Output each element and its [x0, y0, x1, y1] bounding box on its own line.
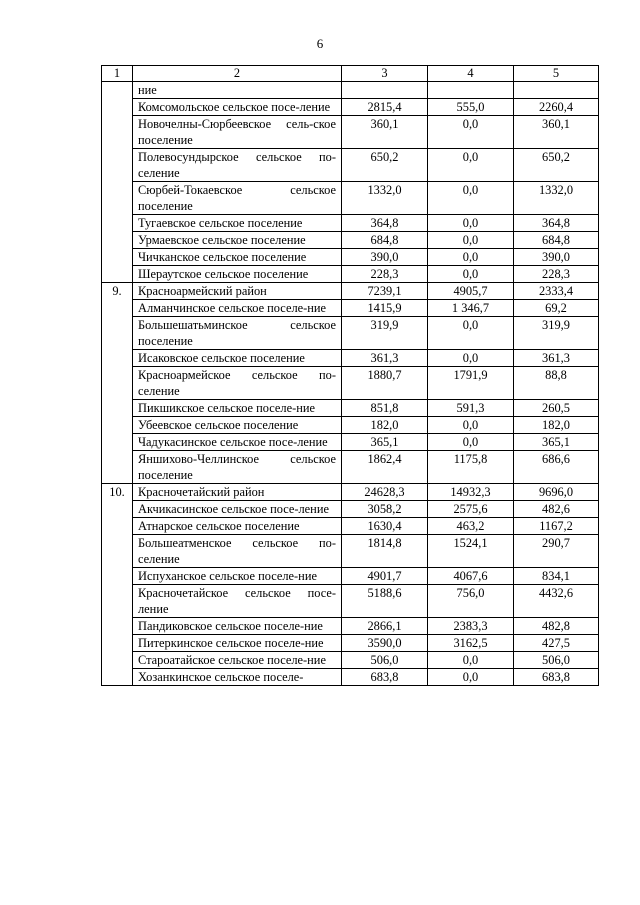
- settlement-name: Пикшикское сельское поселе-ние: [133, 400, 342, 417]
- value-col4: 1791,9: [428, 367, 514, 400]
- row-number: [102, 99, 133, 116]
- row-number: [102, 367, 133, 400]
- table-row: [102, 535, 599, 568]
- value-col5: 482,8: [514, 618, 599, 635]
- value-col3: 1332,0: [342, 182, 428, 215]
- row-number: [102, 215, 133, 232]
- row-number: [102, 266, 133, 283]
- value-col3: 5188,6: [342, 585, 428, 618]
- value-col5: 88,8: [514, 367, 599, 400]
- settlement-name: Алманчинское сельское поселе-ние: [133, 300, 342, 317]
- column-header: 2: [133, 66, 342, 82]
- value-col3: 361,3: [342, 350, 428, 367]
- value-col4: 4905,7: [428, 283, 514, 300]
- value-col4: 0,0: [428, 317, 514, 350]
- value-col4: 0,0: [428, 215, 514, 232]
- table-row: [102, 149, 599, 182]
- table-row: [102, 434, 599, 451]
- value-col3: 683,8: [342, 669, 428, 686]
- value-col3: 650,2: [342, 149, 428, 182]
- value-col5: [514, 82, 599, 99]
- row-number: 9.: [102, 283, 133, 300]
- value-col5: 319,9: [514, 317, 599, 350]
- settlement-name: Красночетайское сельское посе-ление: [133, 585, 342, 618]
- row-number: [102, 350, 133, 367]
- table-row: [102, 182, 599, 215]
- value-col5: 2333,4: [514, 283, 599, 300]
- table-body: [102, 66, 599, 686]
- value-col5: 365,1: [514, 434, 599, 451]
- value-col5: 360,1: [514, 116, 599, 149]
- settlement-name: Испуханское сельское поселе-ние: [133, 568, 342, 585]
- value-col4: 0,0: [428, 434, 514, 451]
- column-header: 4: [428, 66, 514, 82]
- settlement-name: Красноармейский район: [133, 283, 342, 300]
- row-number: [102, 182, 133, 215]
- value-col3: 365,1: [342, 434, 428, 451]
- value-col4: 0,0: [428, 350, 514, 367]
- value-col5: 69,2: [514, 300, 599, 317]
- value-col4: 3162,5: [428, 635, 514, 652]
- settlement-name: Пандиковское сельское поселе-ние: [133, 618, 342, 635]
- settlement-name: Урмаевское сельское поселение: [133, 232, 342, 249]
- value-col5: 260,5: [514, 400, 599, 417]
- value-col4: 0,0: [428, 116, 514, 149]
- settlement-name: ние: [133, 82, 342, 99]
- settlement-name: Комсомольское сельское посе-ление: [133, 99, 342, 116]
- value-col5: 2260,4: [514, 99, 599, 116]
- value-col5: 683,8: [514, 669, 599, 686]
- row-number: [102, 300, 133, 317]
- value-col4: 0,0: [428, 266, 514, 283]
- value-col3: 319,9: [342, 317, 428, 350]
- settlement-name: Чичканское сельское поселение: [133, 249, 342, 266]
- settlement-name: Исаковское сельское поселение: [133, 350, 342, 367]
- settlement-name: Красноармейское сельское по-селение: [133, 367, 342, 400]
- table-row: [102, 367, 599, 400]
- value-col5: 364,8: [514, 215, 599, 232]
- row-number: [102, 417, 133, 434]
- value-col3: 228,3: [342, 266, 428, 283]
- row-number: [102, 585, 133, 618]
- value-col3: 684,8: [342, 232, 428, 249]
- row-number: [102, 535, 133, 568]
- settlement-name: Чадукасинское сельское посе-ление: [133, 434, 342, 451]
- value-col4: 463,2: [428, 518, 514, 535]
- row-number: [102, 149, 133, 182]
- row-number: [102, 451, 133, 484]
- value-col5: 427,5: [514, 635, 599, 652]
- value-col3: 1814,8: [342, 535, 428, 568]
- row-number: [102, 116, 133, 149]
- value-col3: 1862,4: [342, 451, 428, 484]
- row-number: [102, 501, 133, 518]
- table-row: [102, 585, 599, 618]
- value-col4: 1 346,7: [428, 300, 514, 317]
- column-header: 3: [342, 66, 428, 82]
- table-row: [102, 451, 599, 484]
- value-col3: 3590,0: [342, 635, 428, 652]
- row-number: [102, 518, 133, 535]
- settlement-name: Шераутское сельское поселение: [133, 266, 342, 283]
- table-row: [102, 283, 599, 300]
- row-number: 10.: [102, 484, 133, 501]
- value-col5: 228,3: [514, 266, 599, 283]
- row-number: [102, 669, 133, 686]
- table-row: [102, 249, 599, 266]
- table-row: [102, 669, 599, 686]
- value-col3: 1880,7: [342, 367, 428, 400]
- table-row: [102, 232, 599, 249]
- value-col5: 686,6: [514, 451, 599, 484]
- row-number: [102, 635, 133, 652]
- table-row: [102, 116, 599, 149]
- value-col5: 4432,6: [514, 585, 599, 618]
- value-col5: 834,1: [514, 568, 599, 585]
- row-number: [102, 568, 133, 585]
- value-col3: 2866,1: [342, 618, 428, 635]
- table-row: [102, 417, 599, 434]
- table-row: [102, 300, 599, 317]
- value-col5: 361,3: [514, 350, 599, 367]
- value-col4: 0,0: [428, 232, 514, 249]
- table-row: [102, 484, 599, 501]
- settlement-name: Тугаевское сельское поселение: [133, 215, 342, 232]
- column-header: 5: [514, 66, 599, 82]
- table-row: [102, 618, 599, 635]
- row-number: [102, 618, 133, 635]
- value-col5: 390,0: [514, 249, 599, 266]
- table-row: [102, 99, 599, 116]
- value-col3: 1415,9: [342, 300, 428, 317]
- value-col4: 555,0: [428, 99, 514, 116]
- table-row: [102, 82, 599, 99]
- table-row: [102, 501, 599, 518]
- value-col4: 0,0: [428, 249, 514, 266]
- value-col3: 2815,4: [342, 99, 428, 116]
- table-row: [102, 215, 599, 232]
- settlement-name: Большешатьминское сельское поселение: [133, 317, 342, 350]
- row-number: [102, 232, 133, 249]
- settlement-name: Красночетайский район: [133, 484, 342, 501]
- settlement-name: Полевосундырское сельское по-селение: [133, 149, 342, 182]
- table-row: [102, 635, 599, 652]
- value-col3: 182,0: [342, 417, 428, 434]
- value-col5: 290,7: [514, 535, 599, 568]
- value-col5: 506,0: [514, 652, 599, 669]
- row-number: [102, 249, 133, 266]
- row-number: [102, 400, 133, 417]
- value-col4: 591,3: [428, 400, 514, 417]
- table-row: [102, 518, 599, 535]
- value-col3: [342, 82, 428, 99]
- settlement-name: Большеатменское сельское по-селение: [133, 535, 342, 568]
- table-row: [102, 266, 599, 283]
- value-col3: 3058,2: [342, 501, 428, 518]
- value-col5: 1332,0: [514, 182, 599, 215]
- value-col3: 390,0: [342, 249, 428, 266]
- settlement-name: Атнарское сельское поселение: [133, 518, 342, 535]
- value-col3: 7239,1: [342, 283, 428, 300]
- value-col4: 0,0: [428, 149, 514, 182]
- page-number: 6: [316, 36, 324, 51]
- table-row: [102, 350, 599, 367]
- value-col4: 14932,3: [428, 484, 514, 501]
- value-col3: 851,8: [342, 400, 428, 417]
- settlement-name: Новочелны-Сюрбеевское сель-ское поселение: [133, 116, 342, 149]
- value-col4: 0,0: [428, 417, 514, 434]
- value-col4: 2575,6: [428, 501, 514, 518]
- value-col4: 1175,8: [428, 451, 514, 484]
- header-row: [102, 66, 599, 82]
- table-row: [102, 400, 599, 417]
- value-col4: 2383,3: [428, 618, 514, 635]
- value-col5: 482,6: [514, 501, 599, 518]
- value-col3: 1630,4: [342, 518, 428, 535]
- value-col5: 9696,0: [514, 484, 599, 501]
- value-col3: 24628,3: [342, 484, 428, 501]
- column-header: 1: [102, 66, 133, 82]
- value-col5: 1167,2: [514, 518, 599, 535]
- value-col4: 0,0: [428, 652, 514, 669]
- value-col4: 1524,1: [428, 535, 514, 568]
- table-row: [102, 652, 599, 669]
- table-row: [102, 317, 599, 350]
- value-col3: 4901,7: [342, 568, 428, 585]
- settlement-name: Староатайское сельское поселе-ние: [133, 652, 342, 669]
- value-col4: 756,0: [428, 585, 514, 618]
- value-col3: 506,0: [342, 652, 428, 669]
- value-col5: 684,8: [514, 232, 599, 249]
- row-number: [102, 652, 133, 669]
- row-number: [102, 434, 133, 451]
- settlement-name: Акчикасинское сельское посе-ление: [133, 501, 342, 518]
- value-col4: [428, 82, 514, 99]
- value-col3: 364,8: [342, 215, 428, 232]
- settlement-name: Яншихово-Челлинское сельское поселение: [133, 451, 342, 484]
- row-number: [102, 82, 133, 99]
- value-col4: 0,0: [428, 182, 514, 215]
- table-row: [102, 568, 599, 585]
- value-col4: 0,0: [428, 669, 514, 686]
- settlement-name: Сюрбей-Токаевское сельское поселение: [133, 182, 342, 215]
- settlement-name: Питеркинское сельское поселе-ние: [133, 635, 342, 652]
- value-col5: 650,2: [514, 149, 599, 182]
- row-number: [102, 317, 133, 350]
- settlement-name: Хозанкинское сельское поселе-: [133, 669, 342, 686]
- value-col5: 182,0: [514, 417, 599, 434]
- value-col4: 4067,6: [428, 568, 514, 585]
- budget-table: [101, 65, 599, 686]
- value-col3: 360,1: [342, 116, 428, 149]
- settlement-name: Убеевское сельское поселение: [133, 417, 342, 434]
